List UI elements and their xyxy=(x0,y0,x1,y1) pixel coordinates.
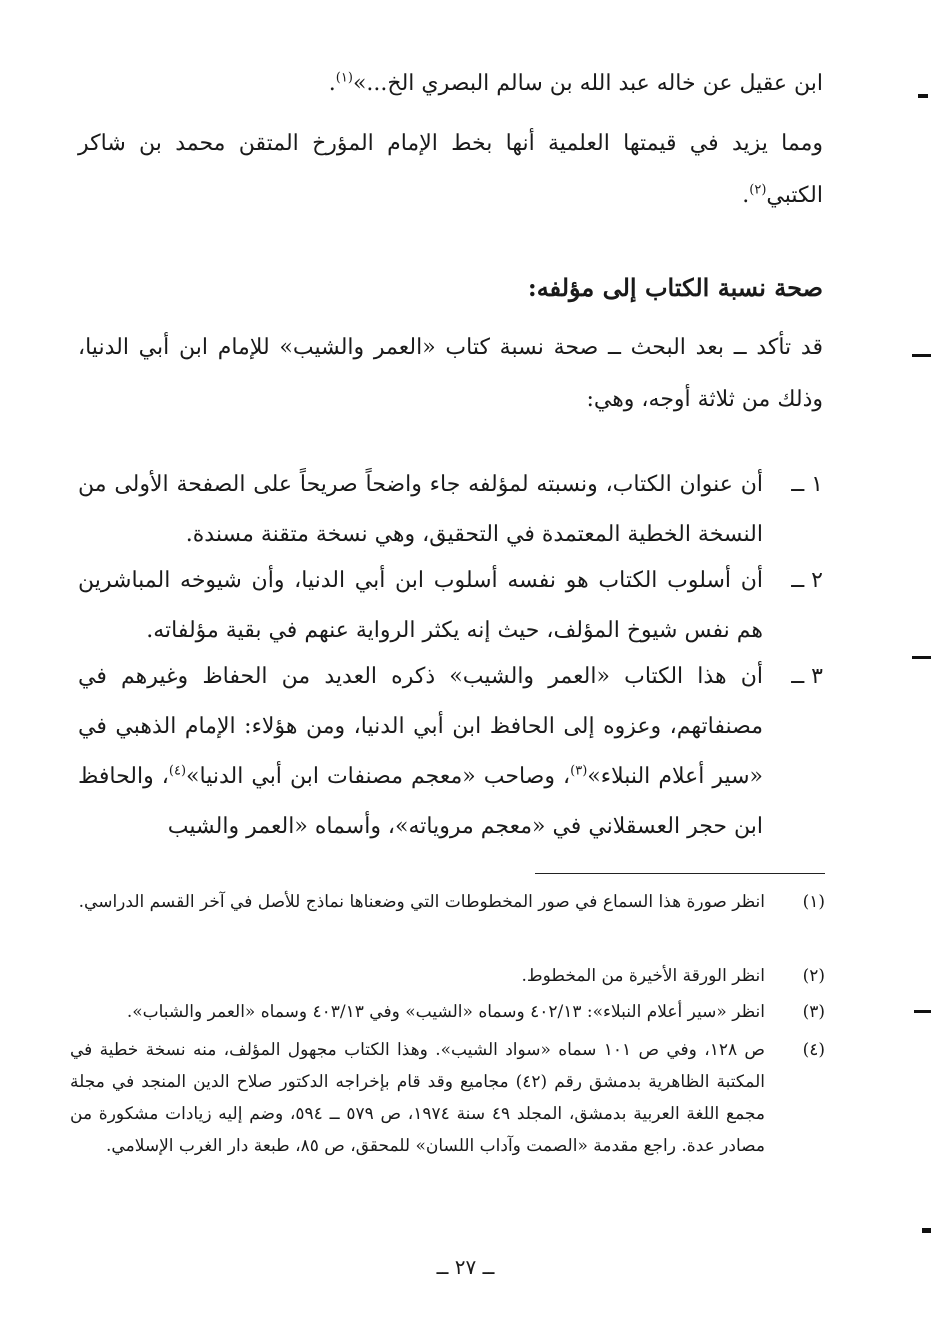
footnote-number: (١) xyxy=(802,892,825,912)
point-text: أن أسلوب الكتاب هو نفسه أسلوب ابن أبي الدنيا، وأن شيوخه المباشرين هم نفس شيوخ المؤلف، حيث إنه يكثر الرواية عنهم في بقية مؤلفاته. xyxy=(78,568,763,643)
scan-margin-mark xyxy=(912,354,931,357)
manuscript-value-paragraph xyxy=(78,118,823,222)
footnote-4 xyxy=(70,1034,825,1162)
evidence-point-2 xyxy=(78,556,823,656)
intro-period: . xyxy=(328,71,336,96)
footnote-text: ص ١٢٨، وفي ص ١٠١ سماه «سواد الشيب». وهذا الكتاب مجهول المؤلف، منه نسخة خطية في المكتبة الظاهرية بدمشق رقم (٤٢) مجاميع وقد قام بإخراجه الدكتور صلاح الدين المنجد في مجلة مجمع اللغة العربية بدمشق، المجلد ٤٩ سنة ١٩٧٤، ص ٥٧٩ ــ ٥٩٤، وضم إليه زيادات مشكورة من مصادر عدة. راجع مقدمة «الصمت وآداب اللسان» للمحقق، ص ٨٥، طبعة دار الغرب الإسلامي. xyxy=(70,1040,766,1156)
confirmation-paragraph: قد تأكد ــ بعد البحث ــ صحة نسبة كتاب «العمر والشيب» للإمام ابن أبي الدنيا، وذلك من ثلاثة أوجه، وهي: xyxy=(78,335,823,412)
page-number: ــ ٢٧ ــ xyxy=(436,1255,495,1279)
intro-text: ابن عقيل عن خاله عبد الله بن سالم البصري الخ...» xyxy=(352,71,823,96)
footnote-number: (٣) xyxy=(802,1002,825,1022)
point-text xyxy=(78,652,763,852)
point-number: ٣ ــ xyxy=(791,664,823,689)
point-text-part: ، وصاحب «معجم مصنفات ابن أبي الدنيا» xyxy=(186,764,571,789)
scan-margin-mark xyxy=(912,656,931,659)
footnote-text: انظر «سير أعلام النبلاء»: ٤٠٢/١٣ وسماه «الشيب» وفي ٤٠٣/١٣ وسماه «العمر والشباب». xyxy=(126,1002,765,1022)
footnote-number: (٢) xyxy=(802,966,825,986)
footnote-3 xyxy=(70,996,825,1028)
manuscript-value-text: ومما يزيد في قيمتها العلمية أنها بخط الإمام المؤرخ المتقن محمد بن شاكر الكتبي xyxy=(78,131,823,208)
footnote-ref-3: (٣) xyxy=(570,763,588,779)
footnote-separator xyxy=(535,873,825,874)
section-heading: صحة نسبة الكتاب إلى مؤلفه: xyxy=(527,273,823,302)
point-text-part: أن هذا الكتاب «العمر والشيب» ذكره العديد من الحفاظ وغيرهم في مصنفاتهم، وعزوه إلى الحافظ ابن أبي الدنيا، ومن هؤلاء: الإمام الذهبي في «سير أعلام النبلاء» xyxy=(78,664,764,789)
footnote-1 xyxy=(70,886,825,918)
point-number: ١ ــ xyxy=(791,472,823,497)
scan-margin-mark xyxy=(914,1010,931,1013)
footnote-2 xyxy=(70,960,825,992)
footnote-text: انظر الورقة الأخيرة من المخطوط. xyxy=(521,966,765,986)
footnote-ref-1: (١) xyxy=(335,70,353,86)
evidence-point-3 xyxy=(78,652,823,852)
footnote-text: انظر صورة هذا السماع في صور المخطوطات التي وضعناها نماذج للأصل في آخر القسم الدراسي. xyxy=(78,892,765,912)
point-text-part: ، والحافظ ابن حجر العسقلاني في «معجم مروياته»، وأسماه «العمر والشيب xyxy=(78,764,763,839)
evidence-point-1 xyxy=(78,460,823,560)
scan-margin-mark xyxy=(918,94,928,98)
footnote-ref-2: (٢) xyxy=(749,182,767,198)
manuscript-value-period: . xyxy=(742,183,750,208)
scan-margin-mark xyxy=(922,1228,931,1233)
footnote-ref-4: (٤) xyxy=(168,763,187,779)
point-text: أن عنوان الكتاب، ونسبته لمؤلفه جاء واضحاً صريحاً على الصفحة الأولى من النسخة الخطية المعتمدة في التحقيق، وهي نسخة متقنة مسندة. xyxy=(78,472,763,547)
intro-paragraph xyxy=(78,58,823,110)
point-number: ٢ ــ xyxy=(791,568,823,593)
footnote-number: (٤) xyxy=(802,1040,825,1060)
